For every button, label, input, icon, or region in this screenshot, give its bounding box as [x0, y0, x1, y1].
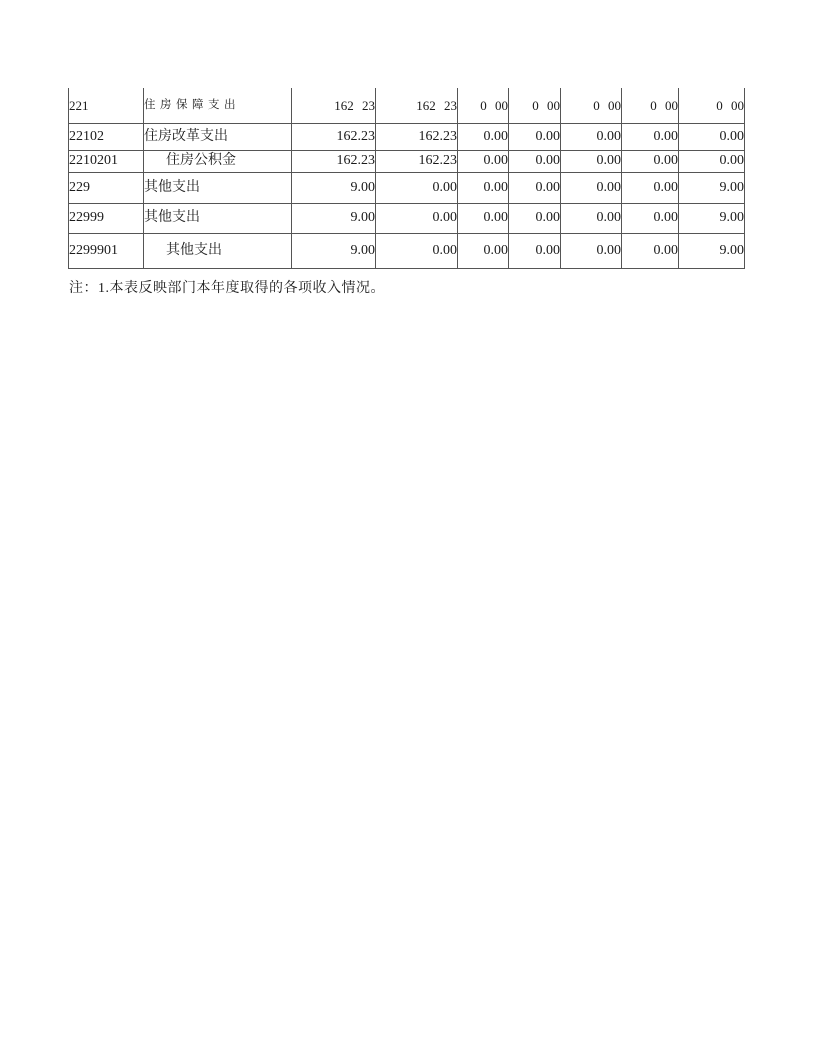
value-cell: 9.00 — [292, 172, 376, 203]
name-cell: 其他支出 — [144, 203, 292, 233]
value-cell: 0.00 — [622, 233, 679, 268]
value-cell: 0.00 — [458, 233, 509, 268]
table-row — [69, 233, 745, 268]
code-cell: 22999 — [69, 203, 144, 233]
name-cell: 住房保障支出 — [144, 88, 292, 123]
table-note: 注：1.本表反映部门本年度取得的各项收入情况。 — [69, 281, 385, 296]
table-row — [69, 123, 745, 150]
value-cell: 0.00 — [458, 172, 509, 203]
value-cell: 0.00 — [679, 123, 745, 150]
code-cell: 22102 — [69, 123, 144, 150]
code-cell: 229 — [69, 172, 144, 203]
value-cell: 162.23 — [376, 150, 458, 172]
value-cell: 0.00 — [622, 123, 679, 150]
value-cell: 162 23 — [376, 88, 458, 123]
budget-expenditure-table — [68, 88, 745, 269]
value-cell: 0.00 — [622, 172, 679, 203]
code-cell: 2210201 — [69, 150, 144, 172]
value-cell: 9.00 — [292, 233, 376, 268]
code-cell: 221 — [69, 88, 144, 123]
value-cell: 0 00 — [509, 88, 561, 123]
value-cell: 0.00 — [622, 203, 679, 233]
value-cell: 0.00 — [561, 123, 622, 150]
code-cell: 2299901 — [69, 233, 144, 268]
value-cell: 0.00 — [509, 203, 561, 233]
value-cell: 162.23 — [292, 123, 376, 150]
value-cell: 0.00 — [622, 150, 679, 172]
name-cell: 住房公积金 — [144, 150, 292, 172]
value-cell: 0.00 — [561, 172, 622, 203]
value-cell: 0 00 — [561, 88, 622, 123]
value-cell: 0.00 — [509, 233, 561, 268]
value-cell: 0.00 — [376, 233, 458, 268]
name-cell: 住房改革支出 — [144, 123, 292, 150]
value-cell: 0.00 — [561, 203, 622, 233]
value-cell: 9.00 — [292, 203, 376, 233]
table-row — [69, 150, 745, 172]
value-cell: 162 23 — [292, 88, 376, 123]
value-cell: 9.00 — [679, 233, 745, 268]
value-cell: 0.00 — [679, 150, 745, 172]
table-row — [69, 203, 745, 233]
value-cell: 0.00 — [458, 123, 509, 150]
value-cell: 0 00 — [622, 88, 679, 123]
value-cell: 0.00 — [561, 233, 622, 268]
value-cell: 162.23 — [292, 150, 376, 172]
value-cell: 9.00 — [679, 203, 745, 233]
value-cell: 0.00 — [376, 203, 458, 233]
value-cell: 0 00 — [458, 88, 509, 123]
value-cell: 0.00 — [509, 123, 561, 150]
value-cell: 0.00 — [458, 150, 509, 172]
table-row — [69, 88, 745, 123]
value-cell: 9.00 — [679, 172, 745, 203]
value-cell: 0.00 — [458, 203, 509, 233]
name-cell: 其他支出 — [144, 172, 292, 203]
value-cell: 0.00 — [509, 172, 561, 203]
value-cell: 162.23 — [376, 123, 458, 150]
value-cell: 0 00 — [679, 88, 745, 123]
value-cell: 0.00 — [561, 150, 622, 172]
value-cell: 0.00 — [509, 150, 561, 172]
name-cell: 其他支出 — [144, 233, 292, 268]
table-row — [69, 172, 745, 203]
value-cell: 0.00 — [376, 172, 458, 203]
